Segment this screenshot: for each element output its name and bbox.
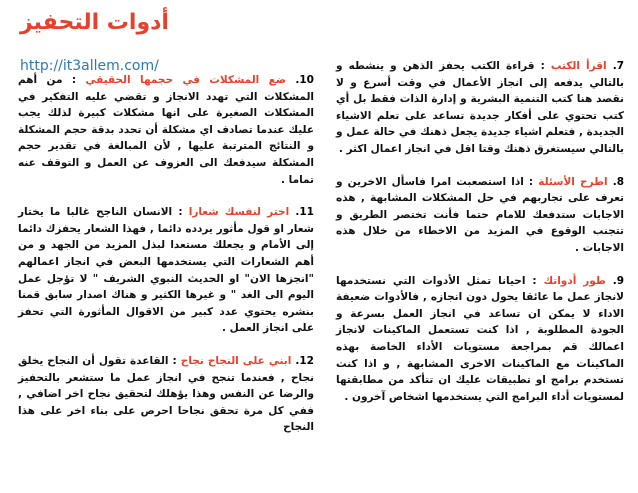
tip-body: : الانسان الناجح غالبا ما يختار شعار او قول مأثور يردده دائما , فهذا الشعار يحفزك دائما إلى الأمام و يجعلك مستعدا لبذل المزيد من الجهد و من أهم الشعارات التي يستخدمها البعض في انجاز اعمالهم "انجزها الان" او الحديث النبوي الشريف " لا تؤجل عمل اليوم الى الغد " و غيرها الكثير و هناك اصدار سابق قمنا بنشره يحتوي عدد كبير من الاقوال المأثورة التي تحفز على انجاز العمل . xyxy=(18,206,314,335)
tip-number: 10. xyxy=(295,74,314,86)
left-column xyxy=(18,72,314,452)
tip-heading: ضع المشكلات في حجمها الحقيقي xyxy=(85,74,286,86)
tip-number: 9. xyxy=(612,274,624,287)
tip-body: : القاعدة تقول أن النجاح يخلق نجاح , فعندما تنجح في انجاز عمل ما ستشعر بالتحفيز والرضا عن النفس وهذا يؤهلك لتحقيق نجاح اخر اضافي , ففي كل مرة تحقق نجاحا احرص على بناء اخر على هذا النجاح xyxy=(18,354,314,434)
tip-body: : قراءة الكتب يحفز الذهن و ينشطه و بالتالي يدفعه إلى انجاز الأعمال في وقت أسرع و لا نقصد هنا كتب التنمية البشرية و إدارة الذات فقط بل أي كتب تحتوي على أفكار جديدة تساعد على تعلم الاشياء الجديدة , فتعلم اشياء جديدة يجعل ذهنك في حالة عمل و بالتالي سيستغرق ذهنك وقتا اقل في انجاز اعمال اكثر . xyxy=(336,60,624,155)
tip-body: : اذا استصعبت امرا فاسأل الاخرين و تعرف على تجاربهم في حل المشكلات المشابهة , هذه الاجابات ستدفعك للامام حتما فأنت تختصر الطريق و تتجنب الوقوع في المزيد من الاخطاء من خلال هذه الاجابات . xyxy=(336,175,624,254)
tip-heading: ابني على النجاح نجاح xyxy=(180,354,292,367)
site-link[interactable]: http://it3allem.com/ xyxy=(20,58,159,74)
tip-section-12 xyxy=(18,353,314,436)
tip-section-10 xyxy=(18,72,314,188)
right-column xyxy=(336,58,624,421)
tip-heading: طور أدواتك xyxy=(543,274,606,287)
tip-heading: اقرأ الكتب xyxy=(550,60,607,72)
tip-section-9 xyxy=(336,273,624,406)
tip-number: 7. xyxy=(612,60,625,72)
tip-section-8 xyxy=(336,174,624,257)
tip-body: : احيانا تمثل الأدوات التي نستخدمها لانجاز عمل ما عائقا يحول دون انجازه , فالأدوات ضعيفة الاداء لا يمكن ان تساعد في انجاز العمل بسرعة و الجودة المطلوبة , اذا كنت تستعمل الماكينات لانجاز اعمالك قم بمراجعة مستويات الأداء الخاصة بهذه الماكينات مع الماكينات الاخرى المشابهة , و اذا كنت تستخدم برامج او تطبيقات عليك ان تتأكد من مطابقتها لمستويات أداء البرامج التي يستخدمها اشخاص آخرون . xyxy=(336,274,624,403)
tip-number: 8. xyxy=(612,175,625,188)
tip-section-11 xyxy=(18,204,314,337)
tip-heading: اختر لنفسك شعارا xyxy=(188,206,290,219)
tip-number: 12. xyxy=(295,354,314,367)
tip-heading: اطرح الأسئلة xyxy=(538,175,608,188)
tip-number: 11. xyxy=(295,206,314,219)
page-title: أدوات التحفيز xyxy=(20,10,169,35)
tip-section-7 xyxy=(336,58,624,158)
tip-body: : من أهم المشكلات التي تهدد الانجاز و تقضي عليه التفكير في المشكلات الصغيرة على انها مشكلات كبيرة لذلك يجب عليك عندما تصادف اي مشكلة أن تحدد بدقة حجم المشكلة و النتائج المترتبة عليها , لأن المبالغة في تقدير حجم المشكلة سيدفعك الى العزوف عن العمل و التوقف عنه تماما . xyxy=(18,74,314,186)
